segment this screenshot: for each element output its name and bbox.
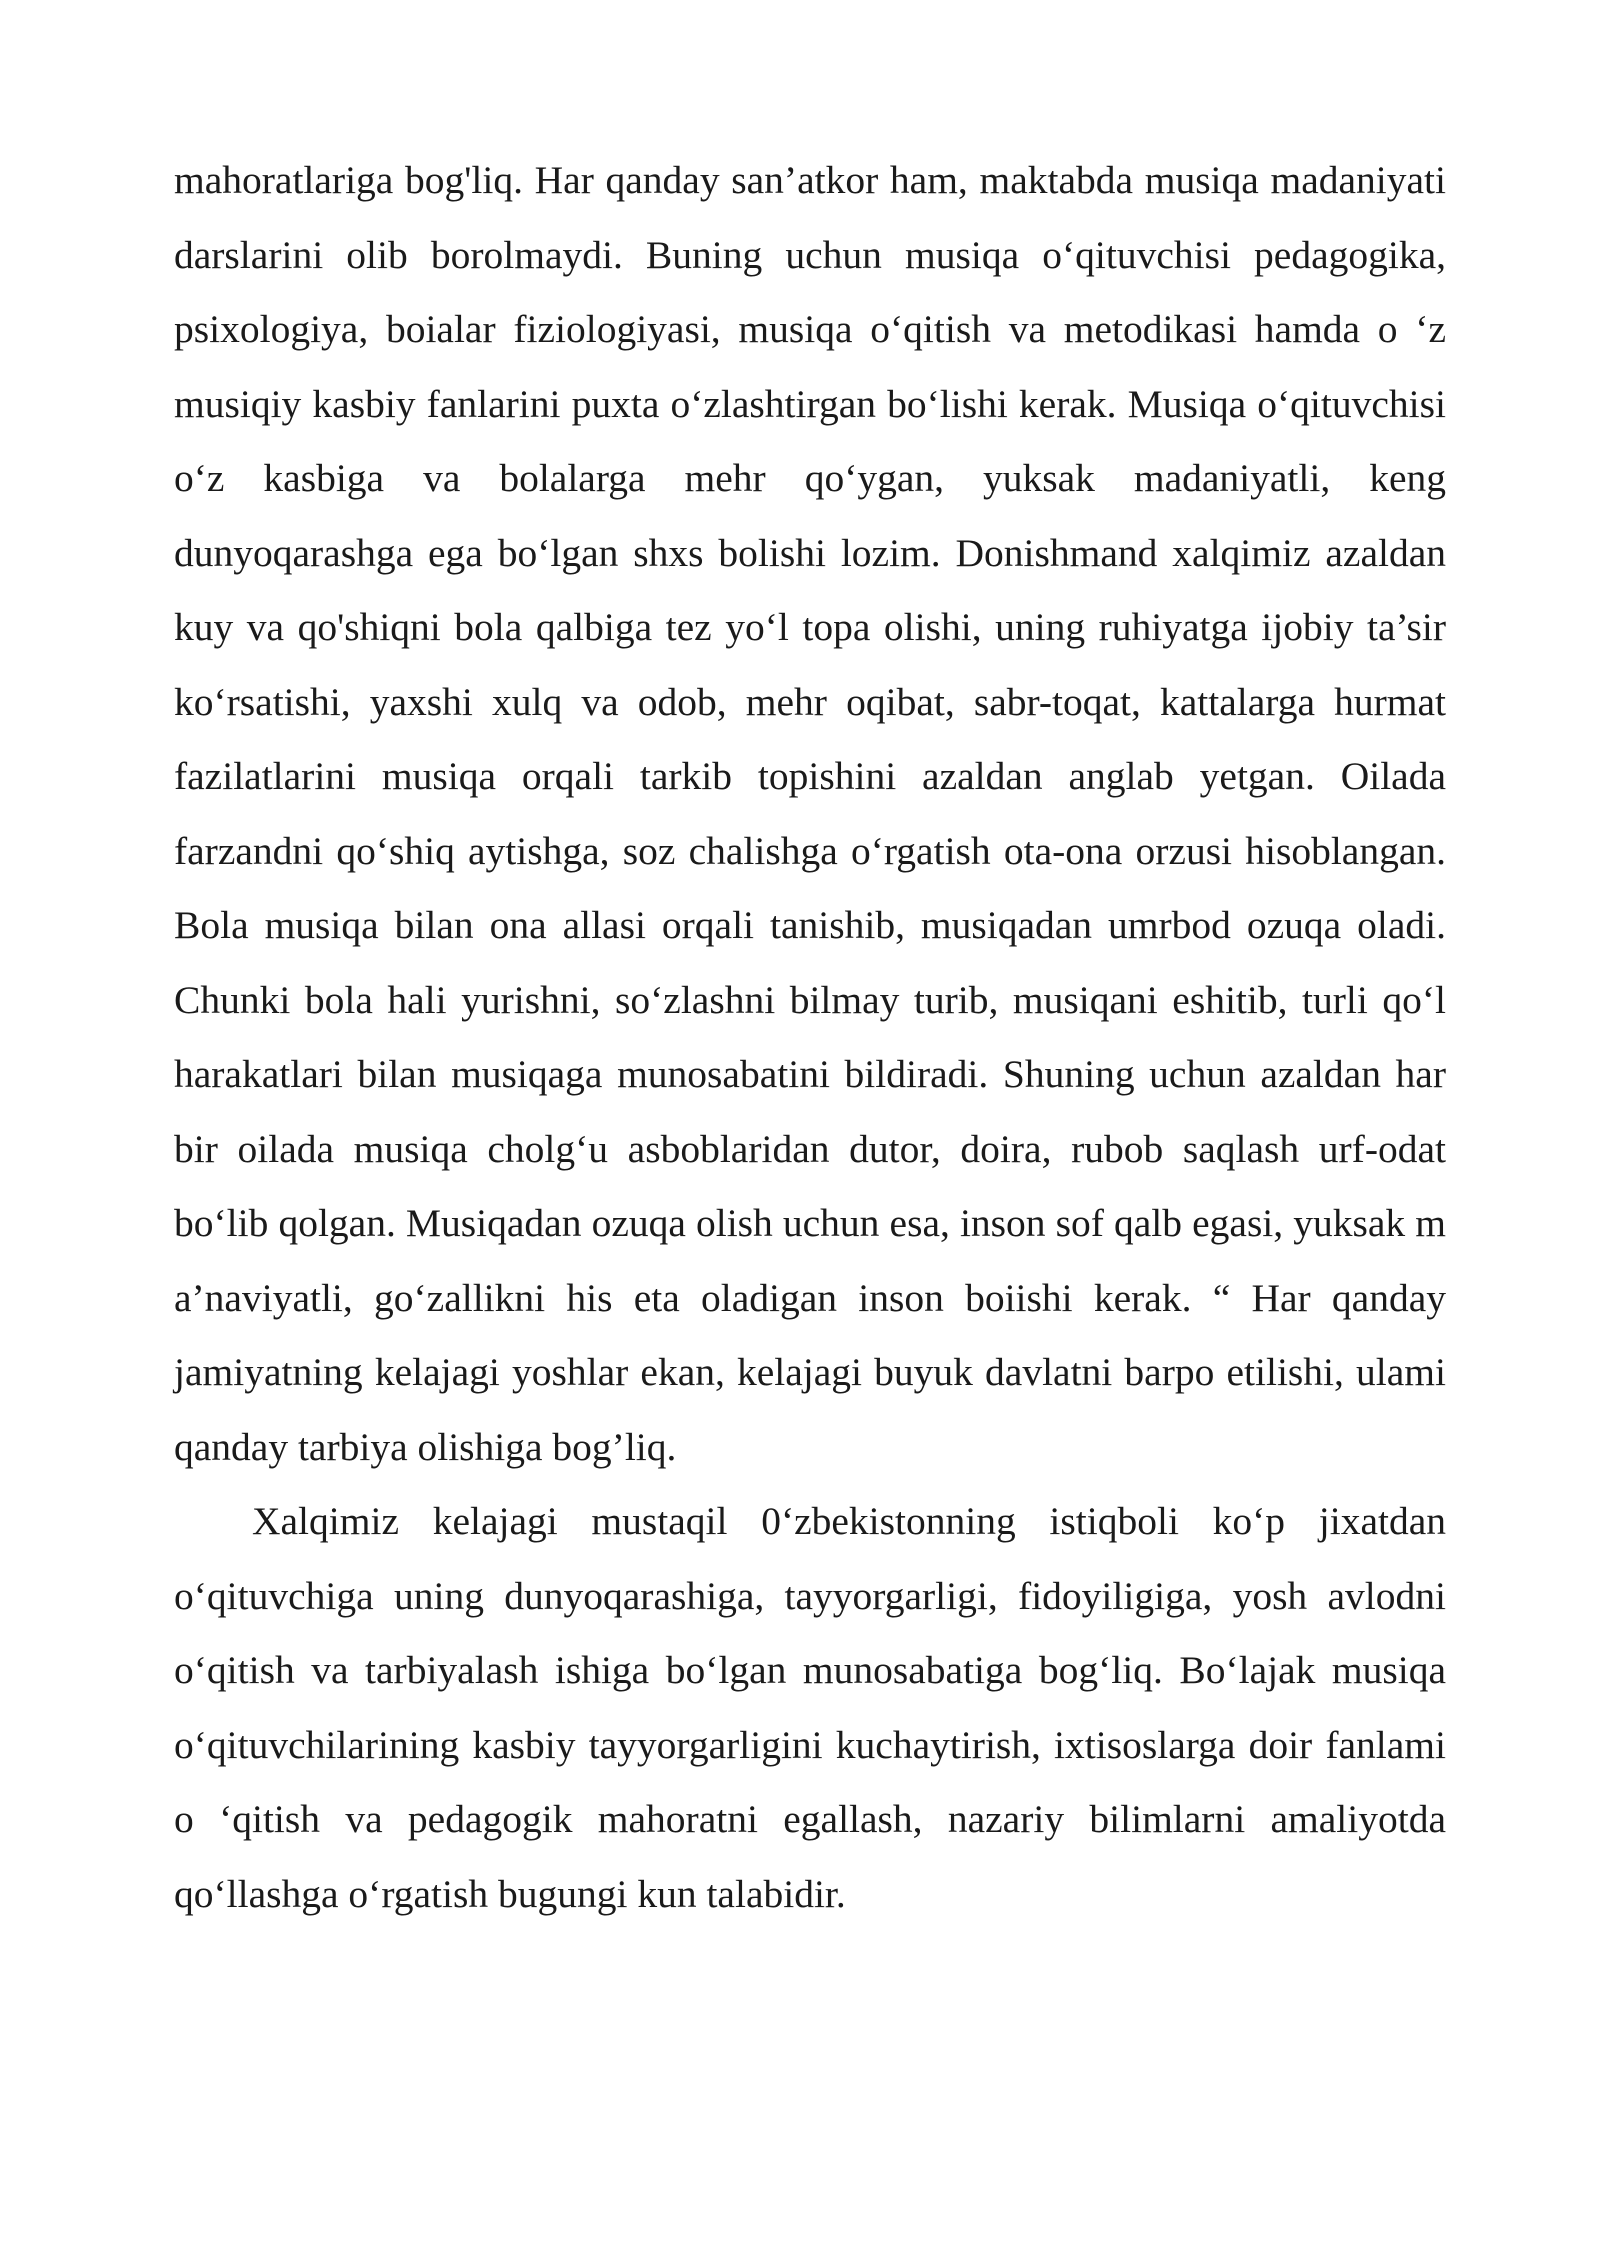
paragraph-1: mahoratlariga bog'liq. Har qanday san’atkor ham, maktabda musiqa madaniyati darslarini olib borolmaydi. Buning uchun musiqa o‘qituvchisi pedagogika, psixologiya, boialar fiziologiyasi, musiqa o‘qitish va metodikasi hamda o ‘z musiqiy kasbiy fanlarini puxta o‘zlashtirgan bo‘lishi kerak. Musiqa o‘qituvchisi o‘z kasbiga va bolalarga mehr qo‘ygan, yuksak madaniyatli, keng dunyoqarashga ega bo‘lgan shxs bolishi lozim. Donishmand xalqimiz azaldan kuy va qo'shiqni bola qalbiga tez yo‘l topa olishi, uning ruhiyatga ijobiy ta’sir ko‘rsatishi, yaxshi xulq va odob, mehr oqibat, sabr-toqat, kattalarga hurmat fazilatlarini musiqa orqali tarkib topishini azaldan anglab yetgan. Oilada farzandni qo‘shiq aytishga, soz chalishga o‘rgatish ota-ona orzusi hisoblangan. Bola musiqa bilan ona allasi orqali tanishib, musiqadan umrbod ozuqa oladi. Chunki bola hali yurishni, so‘zlashni bilmay turib, musiqani eshitib, turli qo‘l harakatlari bilan musiqaga munosabatini bildiradi. Shuning uchun azaldan har bir oilada musiqa cholg‘u asboblaridan dutor, doira, rubob saqlash urf-odat bo‘lib qolgan. Musiqadan ozuqa olish uchun esa, inson sof qalb egasi, yuksak m a’naviyatli, go‘zallikni his eta oladigan inson boiishi kerak. “ Har qanday jamiyatning kelajagi yoshlar ekan, kelajagi buyuk davlatni barpo etilishi, ulami qanday tarbiya olishiga bog’liq. xyxy=(174,158,1446,1469)
body-text xyxy=(174,143,1446,1931)
paragraph-2: Xalqimiz kelajagi mustaqil 0‘zbekistonning istiqboli ko‘p jixatdan o‘qituvchiga uning dunyoqarashiga, tayyorgarligi, fidoyiligiga, yosh avlodni o‘qitish va tarbiyalash ishiga bo‘lgan munosabatiga bog‘liq. Bo‘lajak musiqa o‘qituvchilarining kasbiy tayyorgarligini kuchaytirish, ixtisoslarga doir fanlami o ‘qitish va pedagogik mahoratni egallash, nazariy bilimlarni amaliyotda qo‘llashga o‘rgatish bugungi kun talabidir. xyxy=(174,1499,1446,1916)
